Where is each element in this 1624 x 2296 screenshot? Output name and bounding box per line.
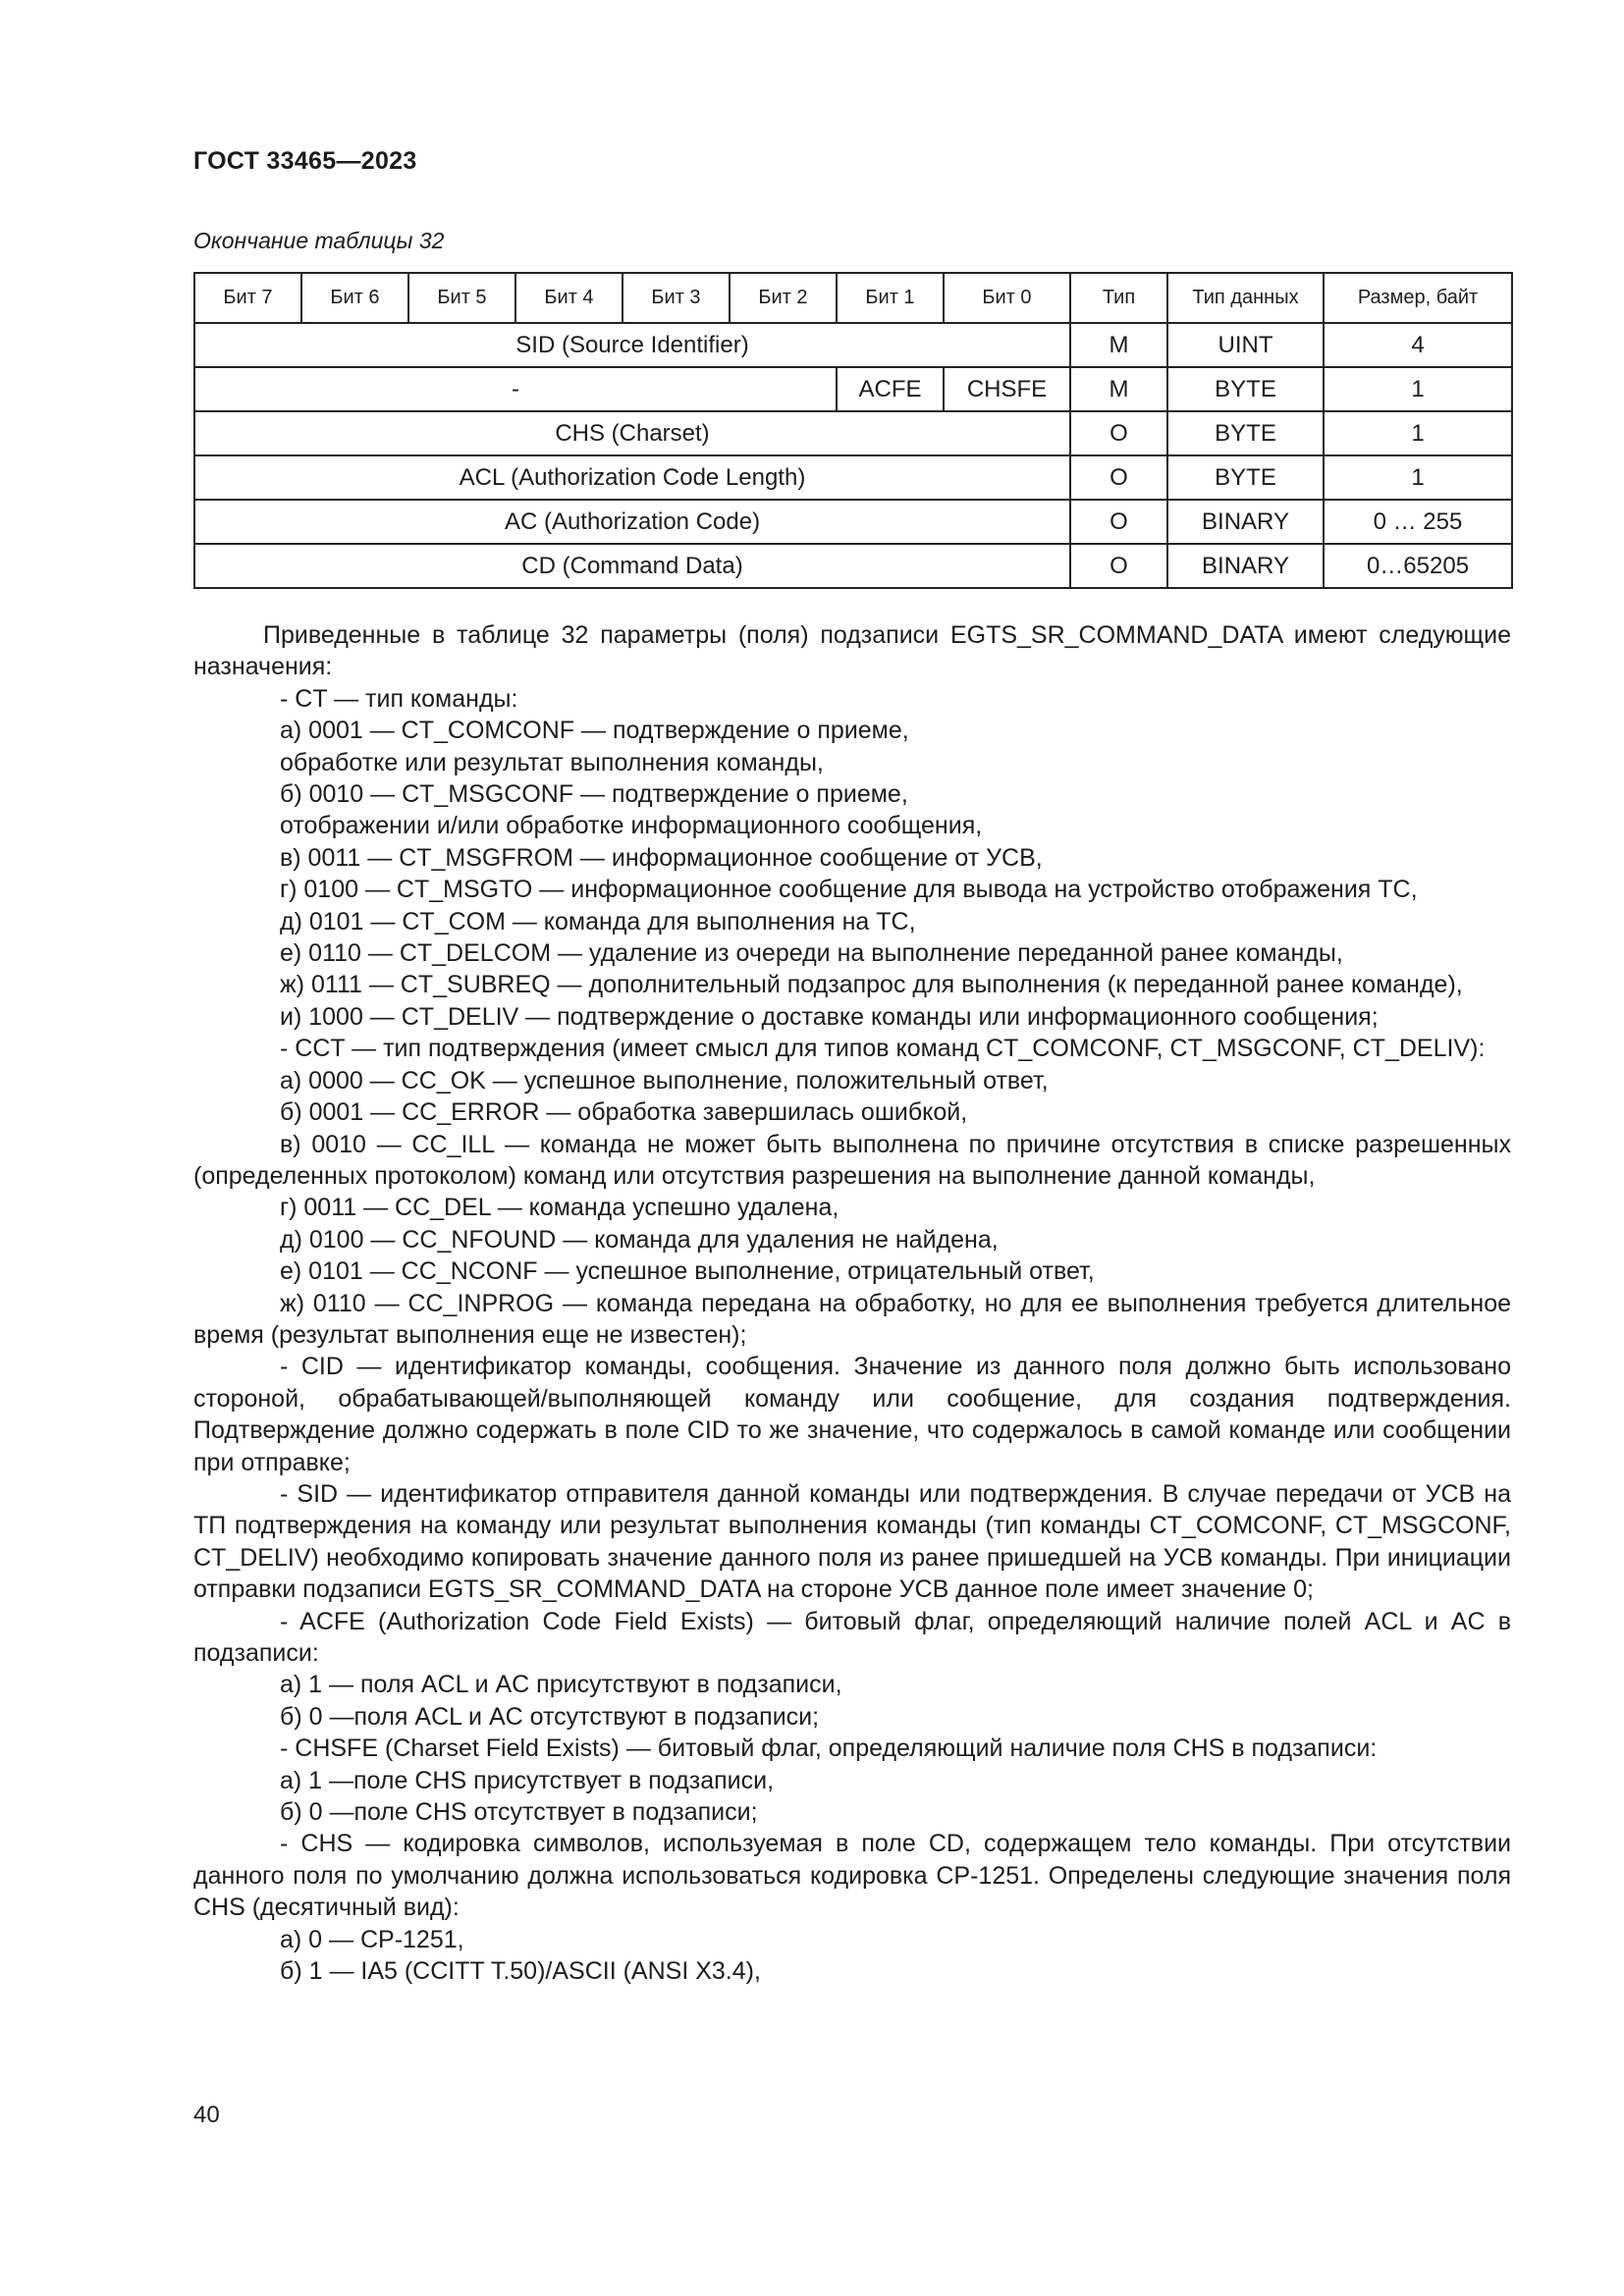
body-text bbox=[193, 619, 1511, 1987]
col-header-bit6: Бит 6 bbox=[301, 273, 408, 323]
table-row bbox=[194, 544, 1512, 588]
field-cell: - bbox=[194, 367, 837, 411]
size-cell: 0…65205 bbox=[1324, 544, 1512, 588]
type-cell: M bbox=[1070, 323, 1167, 367]
col-header-bit4: Бит 4 bbox=[515, 273, 623, 323]
field-cell: SID (Source Identifier) bbox=[194, 323, 1070, 367]
table-header-row bbox=[194, 273, 1512, 323]
paragraph: д) 0101 — CT_COM — команда для выполнения на ТС, bbox=[280, 907, 916, 935]
paragraph: в) 0011 — CT_MSGFROM — информационное сообщение от УСВ, bbox=[280, 843, 1043, 872]
col-header-size: Размер, байт bbox=[1324, 273, 1512, 323]
paragraph: е) 0110 — CT_DELCOM — удаление из очереди на выполнение переданной ранее команды, bbox=[280, 939, 1343, 968]
paragraph: ж) 0110 — CC_INPROG — команда передана на обработку, но для ее выполнения требуется длительное время (результат выполнения еще не известен); bbox=[193, 1289, 1511, 1349]
paragraph: обработке или результат выполнения команды, bbox=[280, 748, 824, 776]
paragraph: б) 0010 — CT_MSGCONF — подтверждение о приеме, bbox=[280, 780, 908, 809]
paragraph: - ACFE (Authorization Code Field Exists) — битовый флаг, определяющий наличие полей ACL и AC в подзаписи: bbox=[193, 1607, 1511, 1667]
col-header-bit5: Бит 5 bbox=[408, 273, 515, 323]
table-caption: Окончание таблицы 32 bbox=[193, 228, 445, 253]
type-cell: O bbox=[1070, 544, 1167, 588]
type-cell: O bbox=[1070, 455, 1167, 500]
paragraph: - CT — тип команды: bbox=[280, 684, 518, 713]
data-type-cell: BINARY bbox=[1167, 500, 1324, 544]
paragraph: в) 0010 — CC_ILL — команда не может быть выполнена по причине отсутствия в списке разрешенных (определенных протоколом) команд или отсутствия разрешения на выполнение данной команды, bbox=[193, 1130, 1511, 1190]
paragraph: и) 1000 — CT_DELIV — подтверждение о доставке команды или информационного сообщения; bbox=[280, 1002, 1379, 1031]
col-header-bit0: Бит 0 bbox=[944, 273, 1070, 323]
page-number: 40 bbox=[193, 2102, 220, 2128]
paragraph: д) 0100 — CC_NFOUND — команда для удаления не найдена, bbox=[280, 1225, 999, 1254]
bit0-cell: CHSFE bbox=[944, 367, 1070, 411]
paragraph: б) 1 — IA5 (CCITT T.50)/ASCII (ANSI X3.4), bbox=[280, 1957, 761, 1986]
paragraph: а) 1 —поле CHS присутствует в подзаписи, bbox=[280, 1766, 775, 1794]
col-header-data-type: Тип данных bbox=[1167, 273, 1324, 323]
paragraph: е) 0101 — CC_NCONF — успешное выполнение, отрицательный ответ, bbox=[280, 1257, 1095, 1286]
paragraph: ж) 0111 — CT_SUBREQ — дополнительный подзапрос для выполнения (к переданной ранее команде), bbox=[280, 971, 1463, 999]
paragraph: а) 0000 — CC_OK — успешное выполнение, положительный ответ, bbox=[280, 1066, 1049, 1095]
table-row bbox=[194, 411, 1512, 455]
paragraph: отображении и/или обработке информационного сообщения, bbox=[280, 812, 983, 840]
data-type-cell: BYTE bbox=[1167, 411, 1324, 455]
field-cell: CHS (Charset) bbox=[194, 411, 1070, 455]
paragraph: г) 0100 — CT_MSGTO — информационное сообщение для вывода на устройство отображения ТС, bbox=[280, 876, 1418, 904]
paragraph: г) 0011 — CC_DEL — команда успешно удалена, bbox=[280, 1194, 839, 1222]
paragraph: б) 0001 — CC_ERROR — обработка завершилась ошибкой, bbox=[280, 1098, 968, 1127]
table-row bbox=[194, 455, 1512, 500]
size-cell: 4 bbox=[1324, 323, 1512, 367]
paragraph: а) 0001 — CT_COMCONF — подтверждение о приеме, bbox=[280, 717, 909, 745]
paragraph: б) 0 —поле CHS отсутствует в подзаписи; bbox=[280, 1798, 758, 1827]
data-type-cell: UINT bbox=[1167, 323, 1324, 367]
size-cell: 1 bbox=[1324, 411, 1512, 455]
size-cell: 1 bbox=[1324, 367, 1512, 411]
paragraph: - CHS — кодировка символов, используемая в поле CD, содержащем тело команды. При отсутствии данного поля по умолчанию должна использоваться кодировка CP-1251. Определены следующие значения поля CHS (десятичный вид): bbox=[193, 1830, 1511, 1922]
col-header-bit3: Бит 3 bbox=[623, 273, 730, 323]
table-row bbox=[194, 323, 1512, 367]
col-header-bit7: Бит 7 bbox=[194, 273, 301, 323]
paragraph: - CID — идентификатор команды, сообщения. Значение из данного поля должно быть использовано стороной, обрабатывающей/выполняющей команду или сообщение, для создания подтверждения. Подтверждение должно содержать в поле CID то же значение, что содержалось в самой команде или сообщении при отправке; bbox=[193, 1353, 1511, 1476]
type-cell: O bbox=[1070, 500, 1167, 544]
paragraph: Приведенные в таблице 32 параметры (поля) подзаписи EGTS_SR_COMMAND_DATA имеют следующие назначения: bbox=[193, 621, 1511, 681]
document-header: ГОСТ 33465—2023 bbox=[193, 147, 417, 175]
size-cell: 1 bbox=[1324, 455, 1512, 500]
type-cell: M bbox=[1070, 367, 1167, 411]
spec-table bbox=[193, 272, 1513, 589]
data-type-cell: BINARY bbox=[1167, 544, 1324, 588]
table-row bbox=[194, 367, 1512, 411]
paragraph: б) 0 —поля ACL и AC отсутствуют в подзаписи; bbox=[280, 1702, 820, 1731]
paragraph: а) 0 — CP-1251, bbox=[280, 1925, 464, 1953]
col-header-bit1: Бит 1 bbox=[837, 273, 944, 323]
paragraph: а) 1 — поля ACL и AC присутствуют в подзаписи, bbox=[280, 1671, 842, 1699]
type-cell: O bbox=[1070, 411, 1167, 455]
data-type-cell: BYTE bbox=[1167, 367, 1324, 411]
paragraph: - SID — идентификатор отправителя данной команды или подтверждения. В случае передачи от УСВ на ТП подтверждения на команду или результат выполнения команды (тип команды CT_COMCONF, CT_MSGCONF, CT_DELIV) необходимо копировать значение данного поля из ранее пришедшей на УСВ команды. При инициации отправки подзаписи EGTS_SR_COMMAND_DATA на стороне УСВ данное поле имеет значение 0; bbox=[193, 1479, 1511, 1604]
field-cell: CD (Command Data) bbox=[194, 544, 1070, 588]
paragraph: - CHSFE (Charset Field Exists) — битовый флаг, определяющий наличие поля CHS в подзаписи: bbox=[280, 1735, 1378, 1763]
table-row bbox=[194, 500, 1512, 544]
size-cell: 0 … 255 bbox=[1324, 500, 1512, 544]
field-cell: AC (Authorization Code) bbox=[194, 500, 1070, 544]
field-cell: ACL (Authorization Code Length) bbox=[194, 455, 1070, 500]
data-type-cell: BYTE bbox=[1167, 455, 1324, 500]
col-header-bit2: Бит 2 bbox=[730, 273, 837, 323]
paragraph: - CCT — тип подтверждения (имеет смысл для типов команд CT_COMCONF, CT_MSGCONF, CT_DELIV): bbox=[280, 1035, 1486, 1063]
bit1-cell: ACFE bbox=[837, 367, 944, 411]
col-header-type: Тип bbox=[1070, 273, 1167, 323]
